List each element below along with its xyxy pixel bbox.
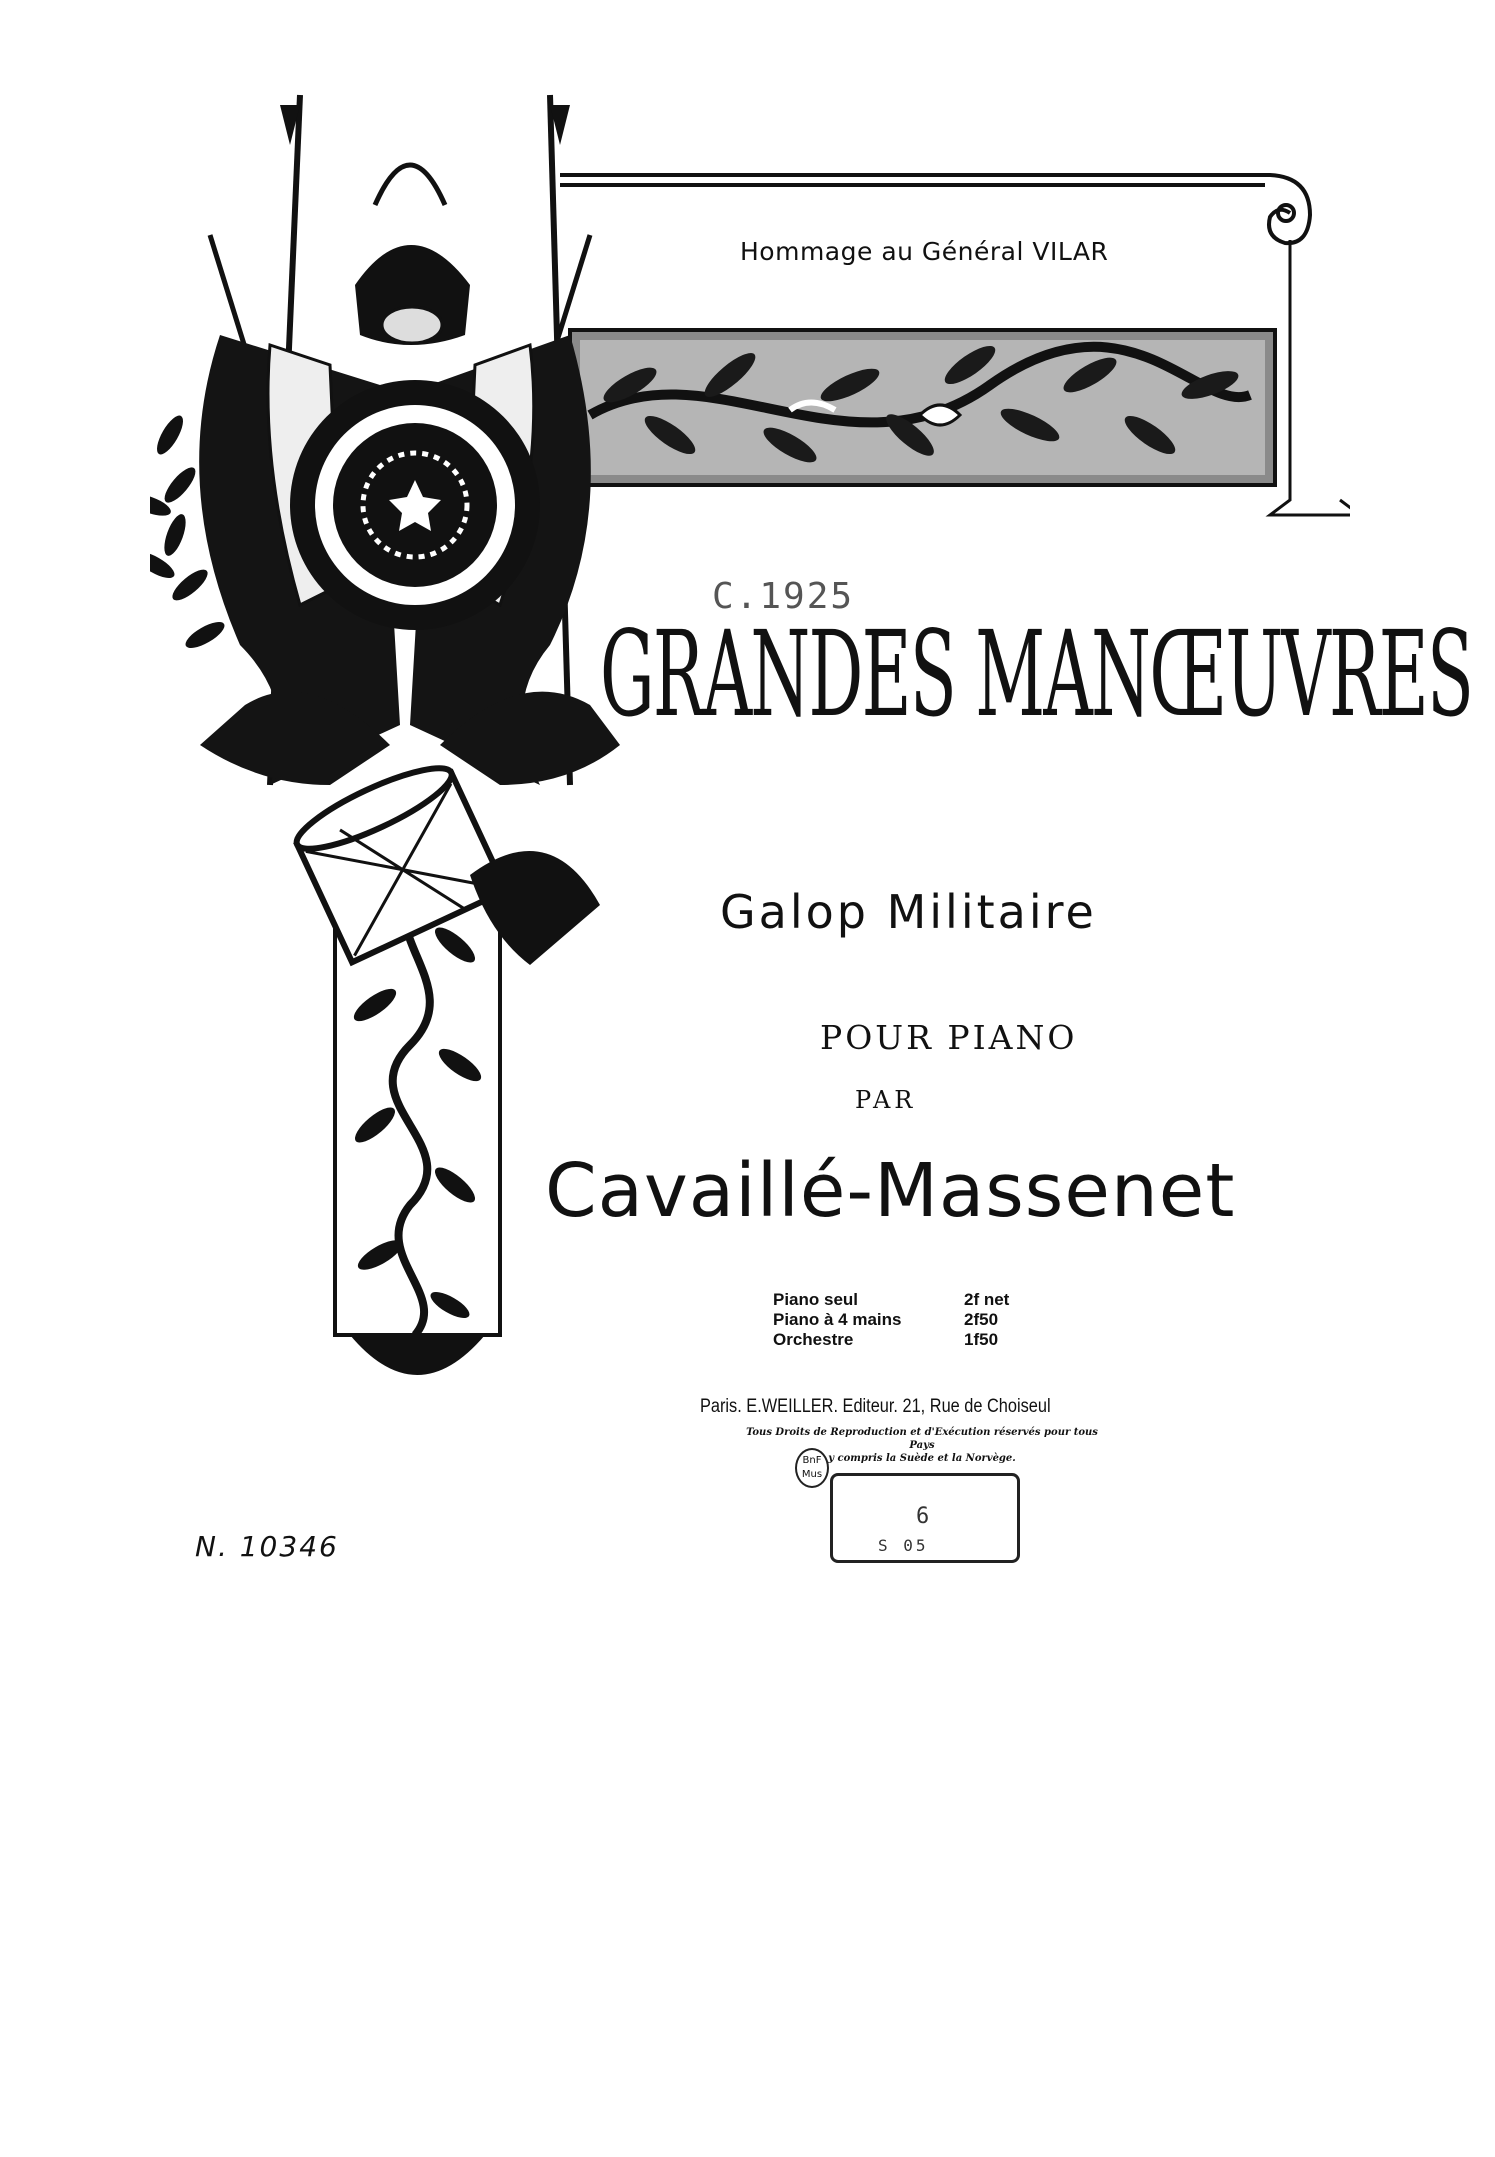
composer-name: Cavaillé-Massenet bbox=[545, 1148, 1236, 1234]
price-row bbox=[773, 1310, 1009, 1330]
price-row bbox=[773, 1330, 1009, 1350]
price-row bbox=[773, 1290, 1009, 1310]
page-title: GRANDES MANŒUVRES bbox=[600, 605, 1473, 743]
catalog-mark: C.1925 bbox=[712, 576, 855, 617]
publisher-line: Paris. E.WEILLER. Editeur. 21, Rue de Choiseul bbox=[700, 1396, 1051, 1417]
instrument-line: POUR PIANO bbox=[820, 1018, 1078, 1057]
stamp-number: 6 bbox=[916, 1504, 930, 1529]
par-label: PAR bbox=[855, 1086, 917, 1114]
price-list bbox=[773, 1290, 1009, 1350]
price-label: Piano à 4 mains bbox=[773, 1310, 902, 1329]
price-label: Orchestre bbox=[773, 1330, 854, 1349]
dedication: Hommage au Général VILAR bbox=[740, 237, 1109, 266]
shelfmark: N. 10346 bbox=[195, 1530, 339, 1563]
rights-line: Tous Droits de Reproduction et d'Exécution réservés pour tous Pays bbox=[746, 1427, 1098, 1451]
library-stamp-small: BnF Mus bbox=[795, 1448, 829, 1488]
price-value: 2f net bbox=[964, 1290, 1010, 1309]
laurel-banner bbox=[570, 330, 1275, 485]
library-stamp bbox=[830, 1473, 1020, 1563]
trophy-of-flags bbox=[199, 95, 620, 965]
stamp-lower-text: S 05 bbox=[878, 1536, 929, 1555]
price-value: 1f50 bbox=[964, 1330, 999, 1349]
price-label: Piano seul bbox=[773, 1290, 859, 1309]
price-value: 2f50 bbox=[964, 1310, 999, 1329]
subtitle: Galop Militaire bbox=[720, 885, 1097, 939]
rights-line: y compris la Suède et la Norvège. bbox=[828, 1453, 1016, 1464]
